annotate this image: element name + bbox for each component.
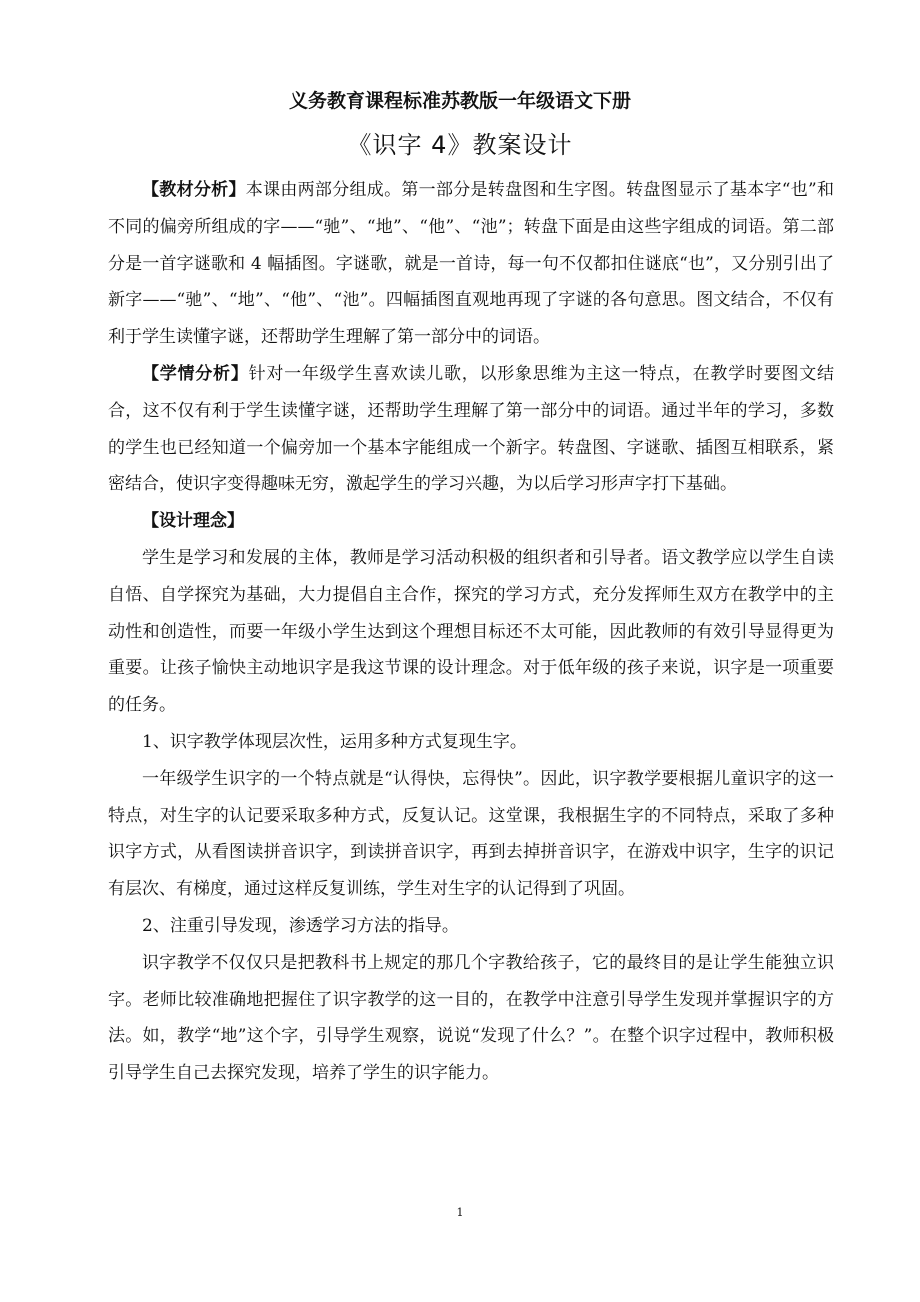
section-textbook-analysis bbox=[108, 172, 834, 356]
paragraph: 一年级学生识字的一个特点就是“认得快，忘得快”。因此，识字教学要根据儿童识字的这一特点，对生字的认记要采取多种方式，反复认记。这堂课，我根据生字的不同特点，采取了多种识字方式，从看图读拼音识字，到读拼音识字，再到去掉拼音识字，在游戏中识字，生字的识记有层次、有梯度，通过这样反复训练，学生对生字的认记得到了巩固。 bbox=[108, 768, 834, 900]
paragraph: 2、注重引导发现，渗透学习方法的指导。 bbox=[142, 915, 459, 936]
section-design-concept bbox=[108, 503, 834, 540]
section-text: 本课由两部分组成。第一部分是转盘图和生字图。转盘图显示了基本字“也”和不同的偏旁所组成的字——“驰”、“地”、“他”、“池”；转盘下面是由这些字组成的词语。第二部分是一首字谜歌和 4 幅插图。字谜歌，就是一首诗，每一句不仅都扣住谜底“也”，又分别引出了新字——“驰”、“地”、“他”、“池”。四幅插图直观地再现了字谜的各句意思。图文结合，不仅有利于学生读懂字谜，还帮助学生理解了第一部分中的词语。 bbox=[108, 180, 834, 348]
section-label: 【教材分析】 bbox=[142, 180, 246, 200]
section-label: 【学情分析】 bbox=[142, 363, 249, 384]
paragraph: 1、识字教学体现层次性，运用多种方式复现生字。 bbox=[142, 731, 527, 752]
paragraph: 学生是学习和发展的主体，教师是学习活动积极的组织者和引导者。语文教学应以学生自读自悟、自学探究为基础，大力提倡自主合作，探究的学习方式，充分发挥师生双方在教学中的主动性和创造性，而要一年级小学生达到这个理想目标还不太可能，因此教师的有效引导显得更为重要。让孩子愉快主动地识字是我这节课的设计理念。对于低年级的孩子来说，识字是一项重要的任务。 bbox=[108, 547, 834, 716]
paragraph: 识字教学不仅仅只是把教科书上规定的那几个字教给孩子，它的最终目的是让学生能独立识字。老师比较准确地把握住了识字教学的这一目的，在教学中注意引导学生发现并掌握识字的方法。如，教学“地”这个字，引导学生观察，说说“发现了什么？”。在整个识字过程中，教师积极引导学生自己去探究发现，培养了学生的识字能力。 bbox=[108, 952, 834, 1084]
section-text: 针对一年级学生喜欢读儿歌，以形象思维为主这一特点，在教学时要图文结合，这不仅有利于学生读懂字谜，还帮助学生理解了第一部分中的词语。通过半年的学习，多数的学生也已经知道一个偏旁加一个基本字能组成一个新字。转盘图、字谜歌、插图互相联系，紧密结合，使识字变得趣味无穷，激起学生的学习兴趣，为以后学习形声字打下基础。 bbox=[108, 363, 835, 495]
section-label: 【设计理念】 bbox=[142, 511, 244, 532]
page-number: 1 bbox=[456, 1206, 464, 1219]
document-header-title: 义务教育课程标准苏教版一年级语文下册 bbox=[288, 90, 631, 112]
document-body bbox=[108, 172, 834, 1092]
document-main-title: 《识字 4》教案设计 bbox=[347, 131, 573, 159]
section-student-analysis bbox=[108, 356, 834, 503]
